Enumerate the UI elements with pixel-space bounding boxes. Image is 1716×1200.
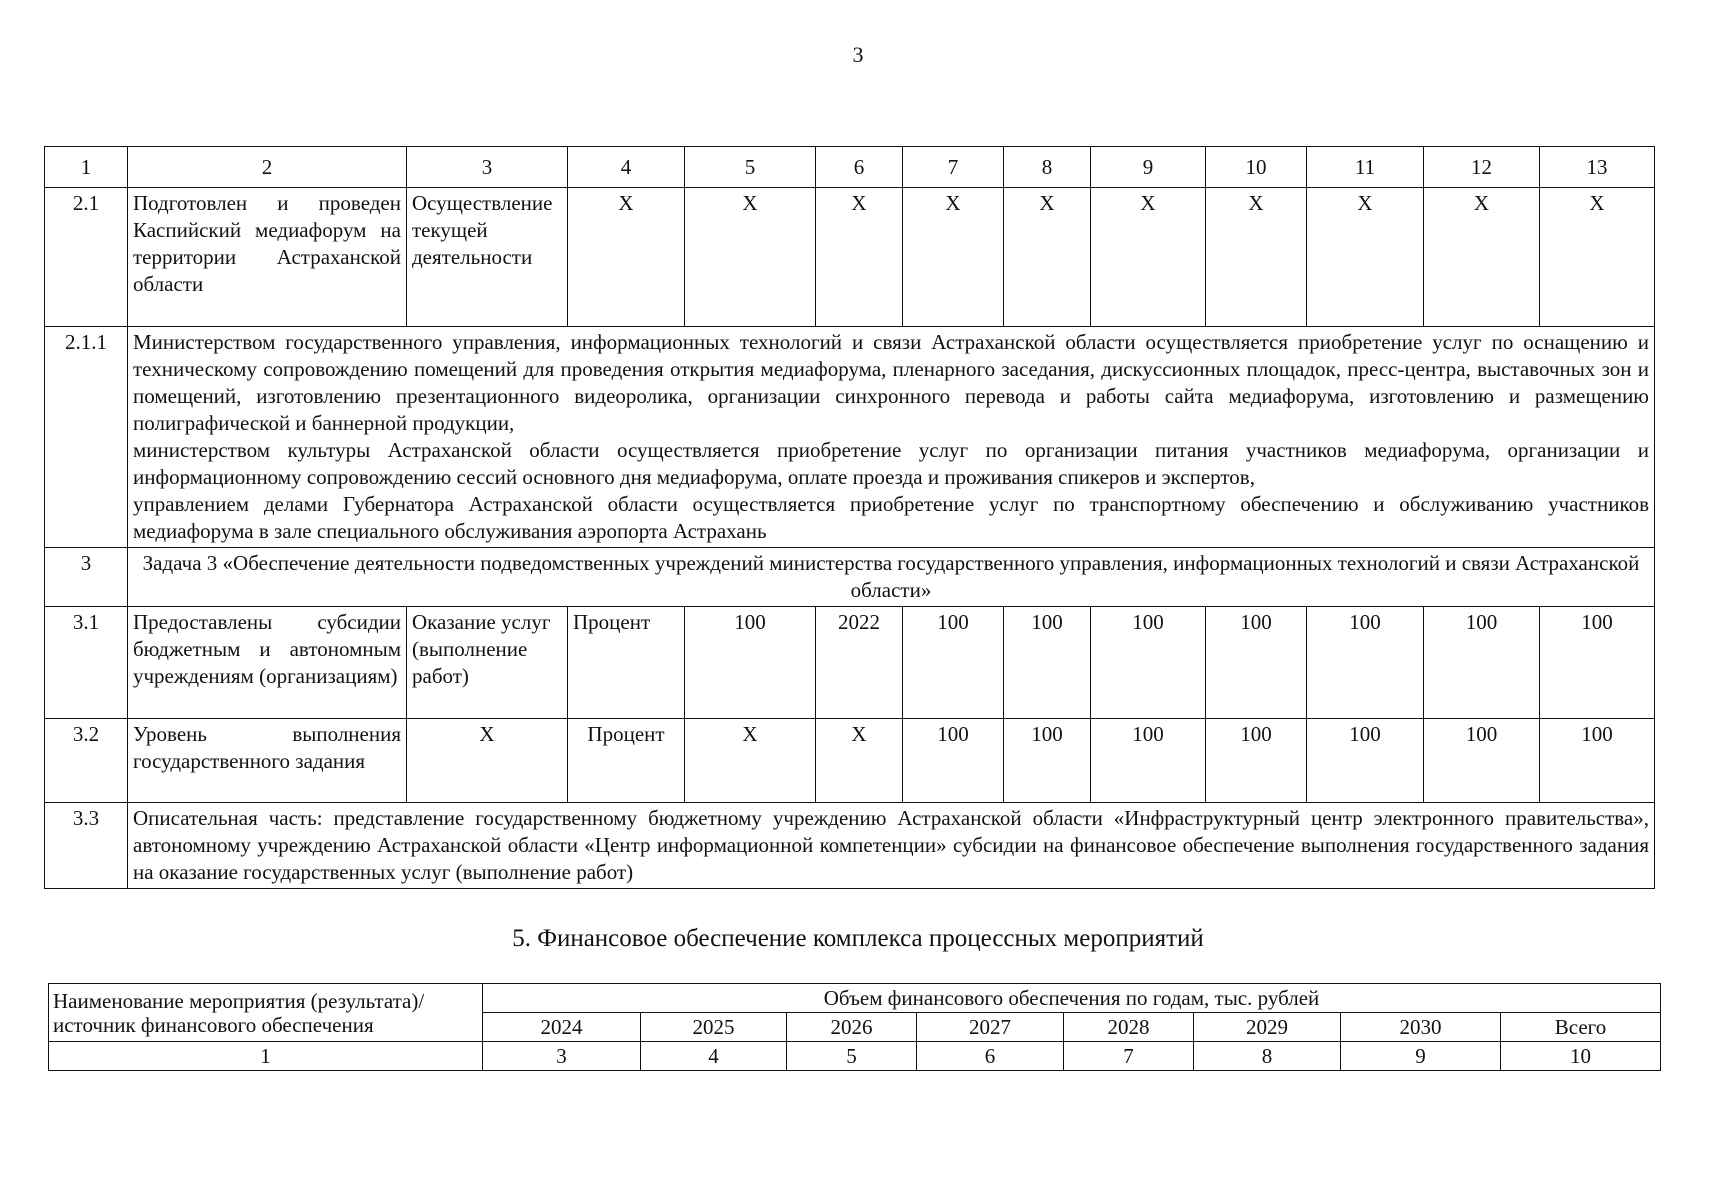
column-number: 7 xyxy=(903,147,1004,188)
result-type: Осуществление текущей деятельности xyxy=(407,188,568,327)
task-title: Задача 3 «Обеспечение деятельности подведомственных учреждений министерства государственного управления, информационных технологий и связи Астраханской области» xyxy=(128,548,1655,607)
result-name: Подготовлен и проведен Каспийский медиафорум на территории Астраханской области xyxy=(128,188,407,327)
column-number: 1 xyxy=(45,147,128,188)
table-cell: X xyxy=(1091,188,1206,327)
description-paragraph: управлением делами Губернатора Астраханской области осуществляется приобретение услуг по транспортному обеспечению и обслуживанию участников медиафорума в зале специального обслуживания аэропорта Астрахань xyxy=(133,492,1649,543)
table-cell: X xyxy=(685,188,816,327)
table-cell: X xyxy=(1206,188,1307,327)
description-cell xyxy=(128,327,1655,548)
column-number: 5 xyxy=(787,1042,917,1071)
table-row xyxy=(45,719,1655,803)
column-number: 8 xyxy=(1194,1042,1341,1071)
page-number: 3 xyxy=(852,42,864,67)
financing-group-header: Объем финансового обеспечения по годам, тыс. рублей xyxy=(483,984,1661,1013)
column-number: 6 xyxy=(917,1042,1064,1071)
row-number: 3.3 xyxy=(45,803,128,889)
result-name: Уровень выполнения государственного задания xyxy=(128,719,407,803)
table-cell: X xyxy=(903,188,1004,327)
table-cell: 100 xyxy=(1424,607,1540,719)
total-header: Всего xyxy=(1501,1013,1661,1042)
result-type: Оказание услуг (выполнение работ) xyxy=(407,607,568,719)
measure-name-header: Наименование мероприятия (результата)/источник финансового обеспечения xyxy=(49,984,483,1042)
table-cell: X xyxy=(685,719,816,803)
table-cell: X xyxy=(1307,188,1424,327)
table-cell: 100 xyxy=(1424,719,1540,803)
column-number: 8 xyxy=(1004,147,1091,188)
table-cell: 100 xyxy=(685,607,816,719)
table-row xyxy=(45,607,1655,719)
table-row xyxy=(45,548,1655,607)
table-cell: 100 xyxy=(1004,607,1091,719)
table-cell: X xyxy=(1004,188,1091,327)
year-header: 2026 xyxy=(787,1013,917,1042)
column-number: 12 xyxy=(1424,147,1540,188)
year-header: 2028 xyxy=(1064,1013,1194,1042)
description-cell: Описательная часть: представление государственному бюджетному учреждению Астраханской области «Инфраструктурный центр электронного правительства», автономному учреждению Астраханской области «Центр информационной компетенции» субсидии на финансовое обеспечение выполнения государственного задания на оказание государственных услуг (выполнение работ) xyxy=(128,803,1655,889)
table-cell: 100 xyxy=(1091,719,1206,803)
column-number: 1 xyxy=(49,1042,483,1071)
table-cell: 100 xyxy=(1540,607,1655,719)
row-number: 3 xyxy=(45,548,128,607)
column-number: 3 xyxy=(407,147,568,188)
column-number: 9 xyxy=(1091,147,1206,188)
table-cell: X xyxy=(816,188,903,327)
year-header: 2024 xyxy=(483,1013,641,1042)
result-name: Предоставлены субсидии бюджетным и автономным учреждениям (организациям) xyxy=(128,607,407,719)
table-header-row xyxy=(49,984,1661,1013)
year-header: 2029 xyxy=(1194,1013,1341,1042)
column-number: 13 xyxy=(1540,147,1655,188)
table-cell: X xyxy=(568,188,685,327)
table-row xyxy=(45,188,1655,327)
table-cell: 2022 xyxy=(816,607,903,719)
unit-cell: Процент xyxy=(568,719,685,803)
table-cell: 100 xyxy=(903,607,1004,719)
column-number: 7 xyxy=(1064,1042,1194,1071)
description-paragraph: Министерством государственного управления, информационных технологий и связи Астраханской области осуществляется приобретение услуг по оснащению и техническому сопровождению помещений для проведения открытия медиафорума, пленарного заседания, дискуссионных площадок, пресс-центра, выставочных зон и помещений, изготовлению презентационного видеоролика, организации синхронного перевода и работы сайта медиафорума, изготовлению и размещению полиграфической и баннерной продукции, xyxy=(133,330,1649,435)
row-number: 2.1 xyxy=(45,188,128,327)
year-header: 2027 xyxy=(917,1013,1064,1042)
year-header: 2025 xyxy=(641,1013,787,1042)
table-cell: 100 xyxy=(1206,607,1307,719)
table-row xyxy=(49,1042,1661,1071)
table-row xyxy=(45,327,1655,548)
table-cell: X xyxy=(1540,188,1655,327)
row-number: 2.1.1 xyxy=(45,327,128,548)
table-cell: 100 xyxy=(1540,719,1655,803)
table-cell: 100 xyxy=(1307,607,1424,719)
table-cell: 100 xyxy=(1206,719,1307,803)
table-cell: X xyxy=(1424,188,1540,327)
column-number: 3 xyxy=(483,1042,641,1071)
column-number: 11 xyxy=(1307,147,1424,188)
table-row xyxy=(45,803,1655,889)
row-number: 3.1 xyxy=(45,607,128,719)
column-number: 10 xyxy=(1206,147,1307,188)
year-header: 2030 xyxy=(1341,1013,1501,1042)
table-cell: 100 xyxy=(1004,719,1091,803)
column-number: 2 xyxy=(128,147,407,188)
column-number: 6 xyxy=(816,147,903,188)
table-header-row xyxy=(45,147,1655,188)
column-number: 9 xyxy=(1341,1042,1501,1071)
table-cell: 100 xyxy=(1091,607,1206,719)
indicators-table xyxy=(44,146,1655,889)
column-number: 4 xyxy=(568,147,685,188)
section-heading: 5. Финансовое обеспечение комплекса процессных мероприятий xyxy=(512,925,1204,952)
row-number: 3.2 xyxy=(45,719,128,803)
table-cell: X xyxy=(816,719,903,803)
column-number: 4 xyxy=(641,1042,787,1071)
financing-table xyxy=(48,983,1661,1071)
unit-cell: Процент xyxy=(568,607,685,719)
result-type: X xyxy=(407,719,568,803)
description-paragraph: министерством культуры Астраханской области осуществляется приобретение услуг по организации питания участников медиафорума, организации и информационному сопровождению сессий основного дня медиафорума, оплате проезда и проживания спикеров и экспертов, xyxy=(133,438,1649,489)
table-cell: 100 xyxy=(903,719,1004,803)
column-number: 10 xyxy=(1501,1042,1661,1071)
column-number: 5 xyxy=(685,147,816,188)
table-cell: 100 xyxy=(1307,719,1424,803)
